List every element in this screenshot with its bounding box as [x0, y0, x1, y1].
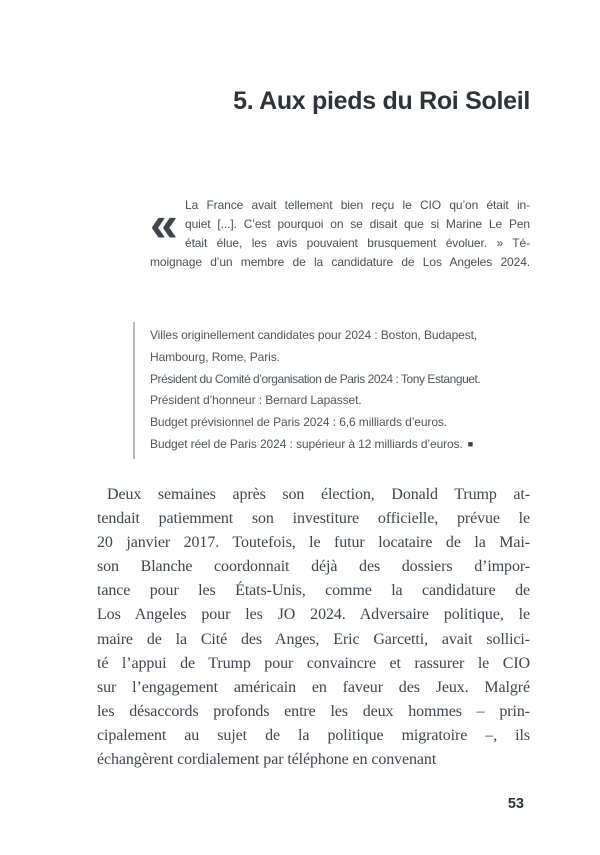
fact-line [150, 434, 530, 456]
body-line: té l’appui de Trump pour convaincre et rassurer le CIO [97, 654, 530, 672]
fact-line: Président d’honneur : Bernard Lapasset. [150, 393, 362, 408]
body-line: sur l’engagement américain en faveur des Jeux. Malgré [97, 678, 530, 696]
fact-line: Villes originellement candidates pour 2024 : Boston, Budapest, [150, 328, 478, 342]
open-guillemet-icon: « [150, 196, 178, 252]
quote-line: La France avait tellement bien reçu le CIO qu’on était in- [185, 198, 530, 212]
body-line: maire de la Cité des Anges, Eric Garcetti, avait sollici- [97, 630, 530, 648]
body-line: Deux semaines après son élection, Donald Trump at- [107, 486, 530, 503]
chapter-title: 5. Aux pieds du Roi Soleil [233, 87, 530, 115]
fact-line-text: Budget réel de Paris 2024 : supérieur à 12 milliards d’euros. [150, 436, 463, 451]
fact-box [133, 322, 530, 459]
quote-line: moignage d’un membre de la candidature de Los Angeles 2024. [150, 255, 530, 269]
body-paragraph [97, 483, 530, 772]
body-line: échangèrent cordialement par téléphone en convenant [97, 751, 437, 769]
epigraph-quote [150, 196, 530, 272]
body-line: 20 janvier 2017. Toutefois, le futur locataire de la Mai- [97, 534, 530, 552]
body-line: les désaccords profonds entre les deux hommes – prin- [97, 702, 530, 720]
body-line: Los Angeles pour les JO 2024. Adversaire politique, le [97, 606, 530, 624]
page-number: 53 [507, 796, 524, 812]
fact-line: Hambourg, Rome, Paris. [150, 349, 280, 364]
body-line: cipalement au sujet de la politique migratoire –, ils [97, 726, 530, 744]
end-square-marker-icon: ■ [467, 438, 474, 449]
body-line: tendait patiemment son investiture officielle, prévue le [97, 510, 530, 528]
quote-line: quiet [...]. C’est pourquoi on se disait que si Marine Le Pen [185, 217, 530, 231]
body-line: son Blanche coordonnait déjà des dossiers d’impor- [97, 558, 530, 576]
fact-line: Budget prévisionnel de Paris 2024 : 6,6 milliards d’euros. [150, 415, 448, 430]
quote-line: était élue, les avis pouvaient brusquement évoluer. » Té- [185, 236, 530, 250]
body-line: tance pour les États-Unis, comme la candidature de [97, 582, 530, 600]
fact-line: Président du Comité d’organisation de Paris 2024 : Tony Estanguet. [150, 371, 481, 386]
